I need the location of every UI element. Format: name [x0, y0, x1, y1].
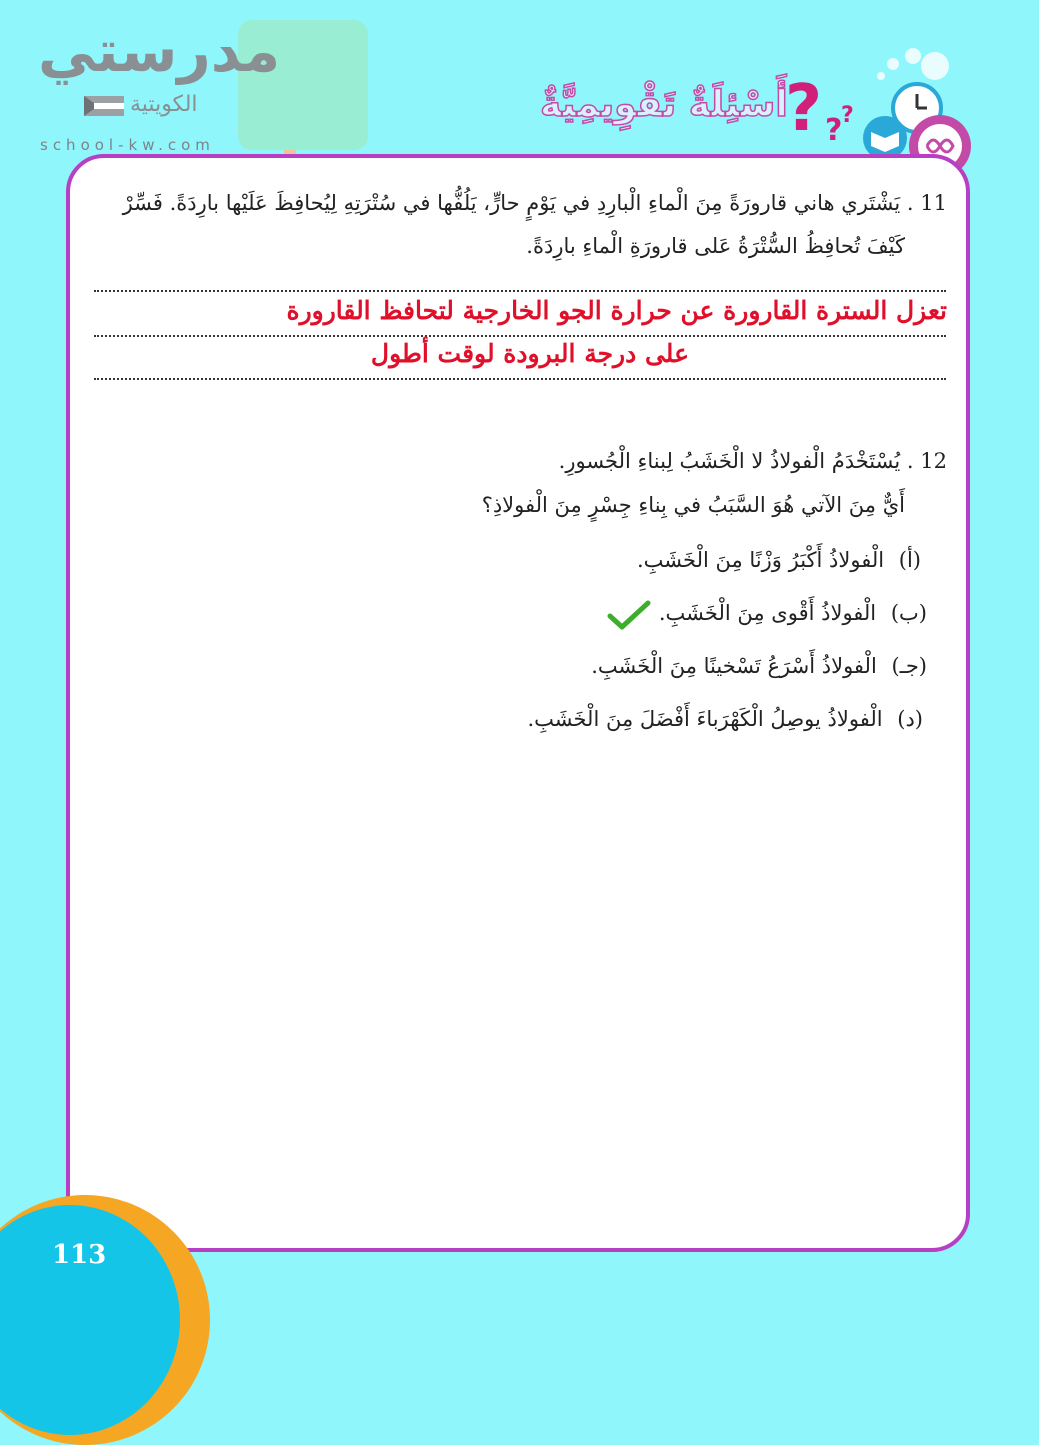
- watermark-logo-subtitle: الكويتية: [130, 92, 198, 117]
- option-b-text: الْفولاذُ أَقْوى مِنَ الْخَشَبِ.: [658, 601, 877, 625]
- question-12-text-2: أَيٌّ مِنَ الآتي هُوَ السَّبَبُ في بِناءِ جِسْرٍ مِنَ الْفولاذِ؟: [481, 493, 905, 517]
- option-b-label: (ب): [890, 601, 927, 625]
- option-d: [123, 702, 923, 736]
- tiny-question-mark-icon: ?: [841, 103, 854, 128]
- option-b: [127, 596, 927, 630]
- correct-check-icon: [606, 600, 652, 630]
- option-c-text: الْفولاذُ أَسْرَعُ تَسْخينًا مِنَ الْخَشَبِ.: [591, 654, 877, 678]
- question-12-line-1: [87, 446, 947, 476]
- watermark-logo-name: مدرستي: [38, 17, 281, 85]
- question-mark-icon: ?: [785, 72, 823, 146]
- page-heading: أَسْئِلَةٌ تَقْوِيمِيَّةٌ: [540, 84, 788, 125]
- kuwait-flag-icon: [84, 96, 124, 116]
- option-c: [127, 649, 927, 683]
- watermark-logo-url: school-kw.com: [40, 136, 215, 154]
- option-d-text: الْفولاذُ يوصِلُ الْكَهْرَباءَ أَفْضَلَ مِنَ الْخَشَبِ.: [527, 707, 883, 731]
- page-number: 113: [52, 1240, 107, 1270]
- question-11-answer-2: على درجة البرودة لوقت أطول: [370, 339, 689, 368]
- question-11-text-2: كَيْفَ تُحافِظُ السُّتْرَةُ عَلى قارورَةِ الْماءِ بارِدَةً.: [526, 234, 905, 258]
- question-11-line-1: [87, 188, 947, 218]
- question-11-number: 11 .: [906, 191, 947, 215]
- option-d-label: (د): [897, 707, 923, 731]
- option-a-label: (أ): [898, 548, 921, 572]
- question-11-answer-1: تعزل السترة القارورة عن حرارة الجو الخارجية لتحافظ القارورة: [286, 296, 947, 325]
- question-12-number: 12 .: [906, 449, 947, 473]
- question-12-text-1: يُسْتَخْدَمُ الْفولاذُ لا الْخَشَبُ لِبناءِ الْجُسورِ.: [558, 449, 901, 473]
- question-11-text-1: يَشْتَري هاني قارورَةً مِنَ الْماءِ الْبارِدِ في يَوْمٍ حارٍّ، يَلُفُّها في سُتْرَتِهِ لِيُحافِظَ عَلَيْها بارِدَةً. فَسِّرْ: [122, 191, 901, 215]
- option-c-label: (جـ): [891, 654, 927, 678]
- answer-line-3: [94, 378, 946, 380]
- option-a-text: الْفولاذُ أَكْبَرُ وَزْنًا مِنَ الْخَشَبِ.: [637, 548, 885, 572]
- small-question-mark-icon: ?: [825, 113, 843, 148]
- option-a: [121, 543, 921, 577]
